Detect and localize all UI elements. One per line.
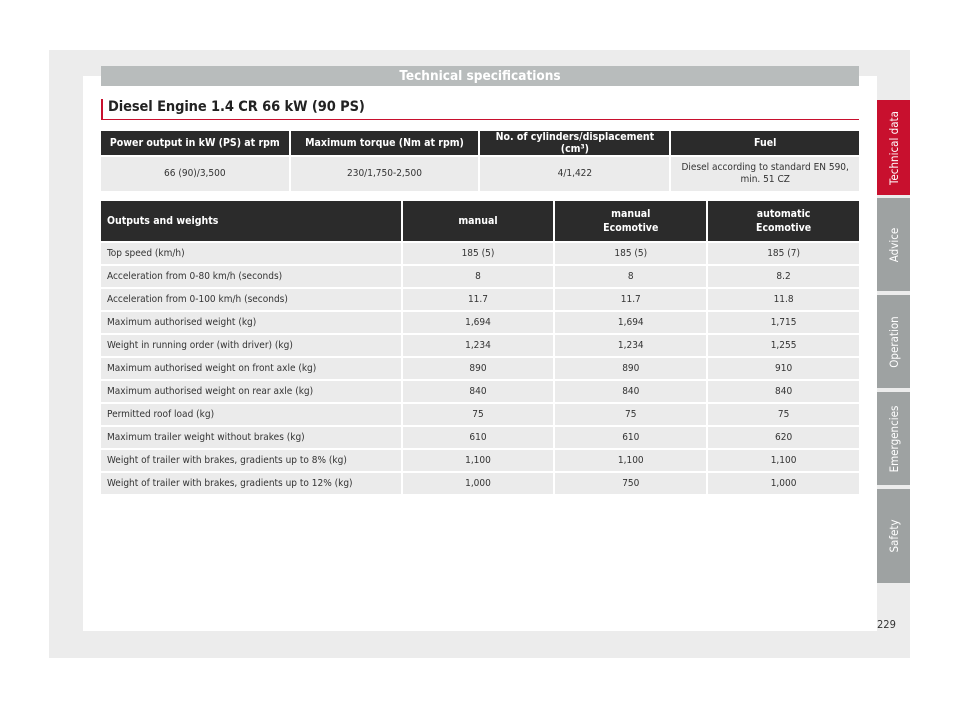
tab-emergencies[interactable] [877,392,910,485]
tab-technical-data[interactable] [877,100,910,195]
tab-advice[interactable] [877,198,910,291]
col-header: Outputs and weights [101,201,401,241]
table-cell: 1,715 [708,312,859,333]
table-cell: 8.2 [708,266,859,287]
table-row [101,243,859,264]
row-label: Maximum trailer weight without brakes (kg) [101,427,401,448]
table-cell: 610 [403,427,554,448]
row-label: Acceleration from 0-80 km/h (seconds) [101,266,401,287]
table-cell: 11.8 [708,289,859,310]
table-cell: 8 [555,266,706,287]
table-cell: 610 [555,427,706,448]
table-row [101,266,859,287]
table-cell: 11.7 [555,289,706,310]
table-cell: 890 [403,358,554,379]
tab-label: Operation [886,315,901,368]
table-cell: 1,000 [403,473,554,494]
col-header: Maximum torque (Nm at rpm) [291,131,479,155]
table-cell: 620 [708,427,859,448]
table-row [101,312,859,333]
table-cell: 185 (7) [708,243,859,264]
table-cell: 66 (90)/3,500 [101,157,289,191]
tab-label: Emergencies [886,405,901,472]
title-accent [101,99,103,119]
table-cell: 185 (5) [555,243,706,264]
col-header: manual Ecomotive [555,201,706,241]
weights-table [99,199,861,496]
row-label: Acceleration from 0-100 km/h (seconds) [101,289,401,310]
table-row [101,289,859,310]
row-label: Weight of trailer with brakes, gradients up to 8% (kg) [101,450,401,471]
engine-table-header [101,131,859,155]
tab-operation[interactable] [877,295,910,388]
table-cell: 840 [555,381,706,402]
table-cell: 185 (5) [403,243,554,264]
row-label: Maximum authorised weight (kg) [101,312,401,333]
table-row [101,335,859,356]
col-header: automatic Ecomotive [708,201,859,241]
table-cell: 75 [708,404,859,425]
col-header: manual [403,201,554,241]
table-row [101,381,859,402]
tab-label: Advice [886,227,901,262]
row-label: Top speed (km/h) [101,243,401,264]
row-label: Maximum authorised weight on front axle (kg) [101,358,401,379]
table-cell: 11.7 [403,289,554,310]
col-header: No. of cylinders/displacement (cm³) [480,131,669,155]
table-cell: 4/1,422 [480,157,669,191]
page-number: 229 [877,618,896,631]
table-cell: Diesel according to standard EN 590, min. 51 CZ [671,157,859,191]
tab-label: Technical data [886,110,901,185]
tab-label: Safety [886,519,901,553]
row-label: Maximum authorised weight on rear axle (kg) [101,381,401,402]
table-cell: 750 [555,473,706,494]
col-header: Fuel [671,131,859,155]
row-label: Weight of trailer with brakes, gradients up to 12% (kg) [101,473,401,494]
table-cell: 8 [403,266,554,287]
table-cell: 840 [403,381,554,402]
table-cell: 910 [708,358,859,379]
row-label: Permitted roof load (kg) [101,404,401,425]
table-cell: 1,694 [403,312,554,333]
row-label: Weight in running order (with driver) (kg) [101,335,401,356]
table-cell: 230/1,750-2,500 [291,157,479,191]
table-cell: 840 [708,381,859,402]
table-cell: 890 [555,358,706,379]
section-header: Technical specifications [101,66,859,86]
engine-title: Diesel Engine 1.4 CR 66 kW (90 PS) [108,99,365,115]
table-cell: 1,100 [708,450,859,471]
table-cell: 1,694 [555,312,706,333]
table-cell: 1,000 [708,473,859,494]
tab-safety[interactable] [877,489,910,583]
engine-table [99,129,861,193]
table-cell: 75 [555,404,706,425]
weights-table-header [101,201,859,241]
table-cell: 1,255 [708,335,859,356]
table-row [101,358,859,379]
table-cell: 1,100 [403,450,554,471]
table-row [101,450,859,471]
table-row [101,404,859,425]
table-cell: 1,234 [403,335,554,356]
col-header: Power output in kW (PS) at rpm [101,131,289,155]
table-row [101,473,859,494]
table-cell: 1,100 [555,450,706,471]
table-row [101,157,859,191]
table-cell: 75 [403,404,554,425]
title-rule [101,119,859,120]
table-cell: 1,234 [555,335,706,356]
table-row [101,427,859,448]
